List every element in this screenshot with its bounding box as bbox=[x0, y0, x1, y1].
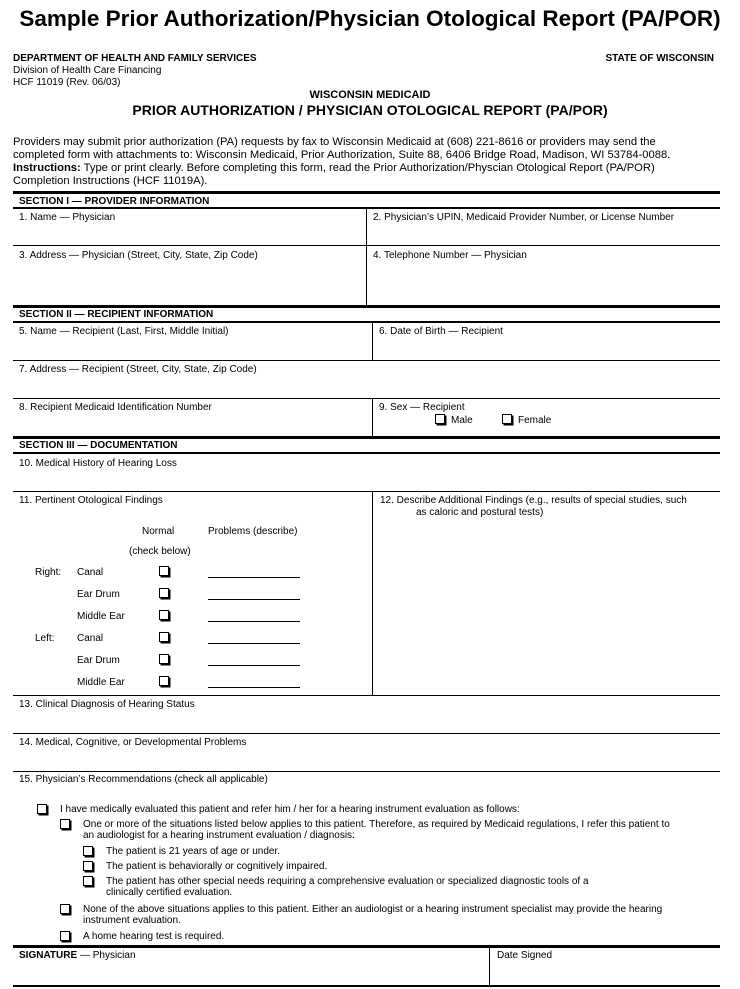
recommendation-audiologist-text-1: One or more of the situations listed below applies to this patient. Therefore, as required by Medicaid regulations, I refer this patient to bbox=[83, 819, 670, 830]
male-checkbox[interactable] bbox=[435, 414, 445, 424]
special-needs-text-2: clinically certified evaluation. bbox=[106, 887, 233, 898]
section-2-heading-rule bbox=[13, 321, 720, 323]
right-canal-normal-checkbox[interactable] bbox=[159, 566, 169, 576]
normal-column-header: Normal bbox=[142, 526, 175, 537]
row-rule bbox=[13, 771, 720, 772]
signature-label-rest: — Physician bbox=[77, 950, 136, 961]
recommendation-evaluated-text: I have medically evaluated this patient and refer him / her for a hearing instrument evaluation as follows: bbox=[60, 804, 520, 815]
section-2-heading: SECTION II — RECIPIENT INFORMATION bbox=[19, 309, 214, 320]
form-title: PRIOR AUTHORIZATION / PHYSICIAN OTOLOGICAL REPORT (PA/POR) bbox=[132, 102, 608, 118]
right-middle-ear-label: Middle Ear bbox=[77, 611, 125, 622]
section-2-top-rule bbox=[13, 305, 720, 308]
age-21-text: The patient is 21 years of age or under. bbox=[106, 846, 280, 857]
right-ear-drum-problem-field[interactable] bbox=[208, 599, 300, 600]
female-checkbox[interactable] bbox=[502, 414, 512, 424]
row-rule bbox=[13, 491, 720, 492]
left-ear-label: Left: bbox=[35, 633, 55, 644]
field-1-label[interactable]: 1. Name — Physician bbox=[19, 212, 116, 223]
field-5-label[interactable]: 5. Name — Recipient (Last, First, Middle Initial) bbox=[19, 326, 229, 337]
section-1-top-rule bbox=[13, 191, 720, 194]
field-3-label[interactable]: 3. Address — Physician (Street, City, State, Zip Code) bbox=[19, 250, 258, 261]
date-signed-field[interactable]: Date Signed bbox=[497, 950, 553, 961]
home-test-checkbox[interactable] bbox=[60, 931, 70, 941]
male-label: Male bbox=[451, 415, 473, 426]
field-11-label: 11. Pertinent Otological Findings bbox=[19, 495, 163, 506]
program-name: WISCONSIN MEDICAID bbox=[309, 89, 431, 101]
right-canal-problem-field[interactable] bbox=[208, 577, 300, 578]
field-2-label[interactable]: 2. Physician’s UPIN, Medicaid Provider Number, or License Number bbox=[373, 212, 675, 223]
right-ear-drum-normal-checkbox[interactable] bbox=[159, 588, 169, 598]
field-15-label: 15. Physician’s Recommendations (check all applicable) bbox=[19, 774, 268, 785]
left-canal-normal-checkbox[interactable] bbox=[159, 632, 169, 642]
left-ear-drum-normal-checkbox[interactable] bbox=[159, 654, 169, 664]
field-7-label[interactable]: 7. Address — Recipient (Street, City, State, Zip Code) bbox=[19, 364, 257, 375]
field-12-label-line-1[interactable]: 12. Describe Additional Findings (e.g., results of special studies, such bbox=[380, 495, 687, 506]
field-14-label[interactable]: 14. Medical, Cognitive, or Developmental Problems bbox=[19, 737, 247, 748]
intro-line-1: Providers may submit prior authorization (PA) requests by fax to Wisconsin Medicaid at (608) 221-8616 or providers may send the bbox=[13, 136, 656, 148]
recommendation-audiologist-text-2: an audiologist for a hearing instrument evaluation / diagnosis: bbox=[83, 830, 355, 841]
department-name: DEPARTMENT OF HEALTH AND FAMILY SERVICES bbox=[13, 53, 257, 64]
section-2-divider-b bbox=[372, 399, 373, 437]
left-ear-drum-label: Ear Drum bbox=[77, 655, 120, 666]
row-rule bbox=[13, 695, 720, 696]
section-3-divider bbox=[372, 492, 373, 696]
field-10-label[interactable]: 10. Medical History of Hearing Loss bbox=[19, 458, 177, 469]
field-12-label-line-2: as caloric and postural tests) bbox=[416, 507, 544, 518]
special-needs-text-1: The patient has other special needs requiring a comprehensive evaluation or specialized diagnostic tools of a bbox=[106, 876, 589, 887]
special-needs-checkbox[interactable] bbox=[83, 876, 93, 886]
field-9-label: 9. Sex — Recipient bbox=[379, 402, 465, 413]
instructions-label: Instructions: bbox=[13, 162, 81, 174]
right-ear-drum-label: Ear Drum bbox=[77, 589, 120, 600]
left-middle-ear-label: Middle Ear bbox=[77, 677, 125, 688]
intro-line-4: Completion Instructions (HCF 11019A). bbox=[13, 175, 208, 187]
intro-instructions bbox=[13, 162, 655, 174]
none-apply-checkbox[interactable] bbox=[60, 904, 70, 914]
section-2-divider-a bbox=[372, 322, 373, 361]
signature-bottom-rule bbox=[13, 985, 720, 987]
check-below-note: (check below) bbox=[129, 546, 191, 557]
row-rule bbox=[13, 360, 720, 361]
field-6-label[interactable]: 6. Date of Birth — Recipient bbox=[379, 326, 503, 337]
signature-field[interactable] bbox=[19, 950, 136, 961]
right-middle-ear-normal-checkbox[interactable] bbox=[159, 610, 169, 620]
section-3-top-rule bbox=[13, 436, 720, 439]
none-apply-text-2: instrument evaluation. bbox=[83, 915, 181, 926]
instructions-text: Type or print clearly. Before completing this form, read the Prior Authorization/Physcian Otological Report (PA/POR) bbox=[80, 162, 655, 174]
recommendation-evaluated-checkbox[interactable] bbox=[37, 804, 47, 814]
section-1-divider bbox=[366, 208, 367, 306]
female-label: Female bbox=[518, 415, 552, 426]
section-3-heading: SECTION III — DOCUMENTATION bbox=[19, 440, 178, 451]
none-apply-text-1: None of the above situations applies to this patient. Either an audiologist or a hearing instrument specialist may provide the hearing bbox=[83, 904, 663, 915]
left-canal-label: Canal bbox=[77, 633, 104, 644]
field-13-label[interactable]: 13. Clinical Diagnosis of Hearing Status bbox=[19, 699, 195, 710]
state-name: STATE OF WISCONSIN bbox=[605, 53, 714, 64]
signature-divider bbox=[489, 947, 490, 986]
field-4-label[interactable]: 4. Telephone Number — Physician bbox=[373, 250, 527, 261]
intro-line-2: completed form with attachments to: Wisconsin Medicaid, Prior Authorization, Suite 88, 6406 Bridge Road, Madison, WI 53784-0088. bbox=[13, 149, 671, 161]
signature-label-bold: SIGNATURE bbox=[19, 950, 78, 961]
document-title: Sample Prior Authorization/Physician Otological Report (PA/POR) bbox=[19, 6, 721, 31]
impaired-text: The patient is behaviorally or cognitively impaired. bbox=[106, 861, 328, 872]
row-rule bbox=[13, 398, 720, 399]
left-canal-problem-field[interactable] bbox=[208, 643, 300, 644]
left-middle-ear-normal-checkbox[interactable] bbox=[159, 676, 169, 686]
row-rule bbox=[13, 733, 720, 734]
impaired-checkbox[interactable] bbox=[83, 861, 93, 871]
section-3-heading-rule bbox=[13, 452, 720, 454]
right-canal-label: Canal bbox=[77, 567, 104, 578]
problems-column-header: Problems (describe) bbox=[208, 526, 298, 537]
division-name: Division of Health Care Financing bbox=[13, 65, 162, 76]
signature-top-rule bbox=[13, 945, 720, 948]
right-middle-ear-problem-field[interactable] bbox=[208, 621, 300, 622]
field-8-label[interactable]: 8. Recipient Medicaid Identification Number bbox=[19, 402, 212, 413]
form-id: HCF 11019 (Rev. 06/03) bbox=[13, 77, 121, 88]
left-middle-ear-problem-field[interactable] bbox=[208, 687, 300, 688]
recommendation-audiologist-checkbox[interactable] bbox=[60, 819, 70, 829]
home-test-text: A home hearing test is required. bbox=[83, 931, 225, 942]
age-21-checkbox[interactable] bbox=[83, 846, 93, 856]
left-ear-drum-problem-field[interactable] bbox=[208, 665, 300, 666]
right-ear-label: Right: bbox=[35, 567, 62, 578]
section-1-heading: SECTION I — PROVIDER INFORMATION bbox=[19, 196, 210, 207]
